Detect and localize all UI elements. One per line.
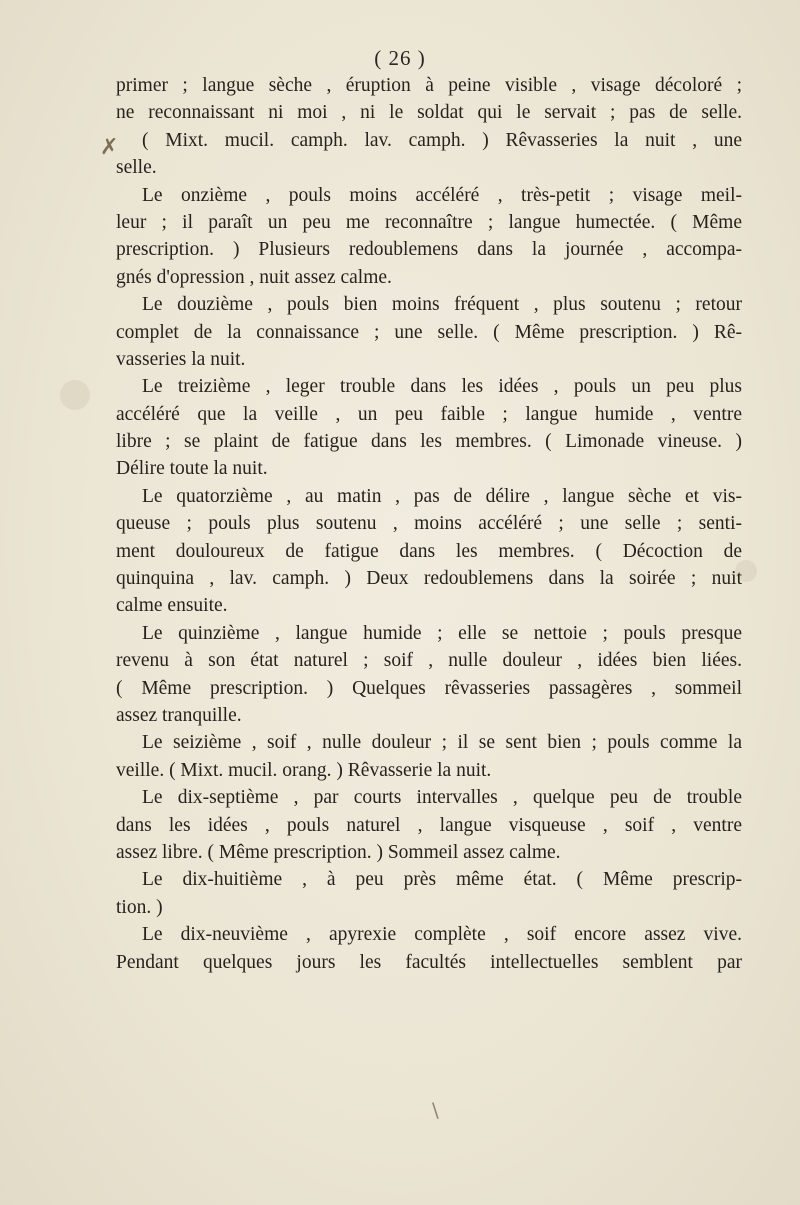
text-line: prescription. ) Plusieurs redoublemens dans la journée , accompa-	[116, 239, 742, 261]
text-line: ne reconnaissant ni moi , ni le soldat qui le servait ; pas de selle.	[116, 102, 742, 124]
pencil-mark-icon: \	[432, 1098, 439, 1122]
page-number: ( 26 )	[374, 46, 426, 70]
text-line: ( Mixt. mucil. camph. lav. camph. ) Rêvasseries la nuit , une	[142, 129, 742, 151]
text-line: Le quinzième , langue humide ; elle se nettoie ; pouls presque	[142, 622, 742, 644]
text-line: calme ensuite.	[116, 595, 228, 617]
text-line: selle.	[116, 157, 157, 179]
text-line: tion. )	[116, 896, 163, 918]
text-line: queuse ; pouls plus soutenu , moins accéléré ; une selle ; senti-	[116, 513, 742, 535]
text-line: Le dix-huitième , à peu près même état. ( Même prescrip-	[142, 869, 742, 891]
text-line: accéléré que la veille , un peu faible ; langue humide , ventre	[116, 403, 742, 425]
text-line: Pendant quelques jours les facultés intellectuelles semblent par	[116, 951, 742, 973]
text-line: Le onzième , pouls moins accéléré , très-petit ; visage meil-	[142, 184, 742, 206]
text-line: libre ; se plaint de fatigue dans les membres. ( Limonade vineuse. )	[116, 431, 742, 453]
text-line: leur ; il paraît un peu me reconnaître ; langue humectée. ( Même	[116, 211, 742, 233]
text-line: revenu à son état naturel ; soif , nulle douleur , idées bien liées.	[116, 650, 742, 672]
text-line: assez libre. ( Même prescription. ) Sommeil assez calme.	[116, 841, 561, 863]
text-line: primer ; langue sèche , éruption à peine visible , visage décoloré ;	[116, 75, 742, 96]
text-line: Le dix-neuvième , apyrexie complète , soif encore assez vive.	[142, 924, 742, 946]
paper-stain	[60, 380, 90, 410]
text-line: Le seizième , soif , nulle douleur ; il se sent bien ; pouls comme la	[142, 732, 742, 754]
text-line: Le treizième , leger trouble dans les idées , pouls un peu plus	[142, 376, 742, 398]
text-line: quinquina , lav. camph. ) Deux redoublemens dans la soirée ; nuit	[116, 568, 742, 590]
text-line: Délire toute la nuit.	[116, 458, 268, 480]
body-text	[116, 72, 742, 976]
text-line: ( Même prescription. ) Quelques rêvasseries passagères , sommeil	[116, 677, 742, 699]
text-line: Le quatorzième , au matin , pas de délire , langue sèche et vis-	[142, 485, 742, 507]
text-line: vasseries la nuit.	[116, 348, 246, 370]
text-line: assez tranquille.	[116, 704, 242, 726]
text-line: Le dix-septième , par courts intervalles , quelque peu de trouble	[142, 787, 742, 809]
text-line: ment douloureux de fatigue dans les membres. ( Décoction de	[116, 540, 742, 562]
text-line: dans les idées , pouls naturel , langue visqueuse , soif , ventre	[116, 814, 742, 836]
text-line: veille. ( Mixt. mucil. orang. ) Rêvasserie la nuit.	[116, 759, 492, 781]
text-line: Le douzième , pouls bien moins fréquent , plus soutenu ; retour	[142, 294, 742, 316]
text-line: complet de la connaissance ; une selle. ( Même prescription. ) Rê-	[116, 321, 742, 343]
text-line: gnés d'opression , nuit assez calme.	[116, 266, 392, 288]
margin-mark-icon: ✗	[100, 135, 119, 160]
